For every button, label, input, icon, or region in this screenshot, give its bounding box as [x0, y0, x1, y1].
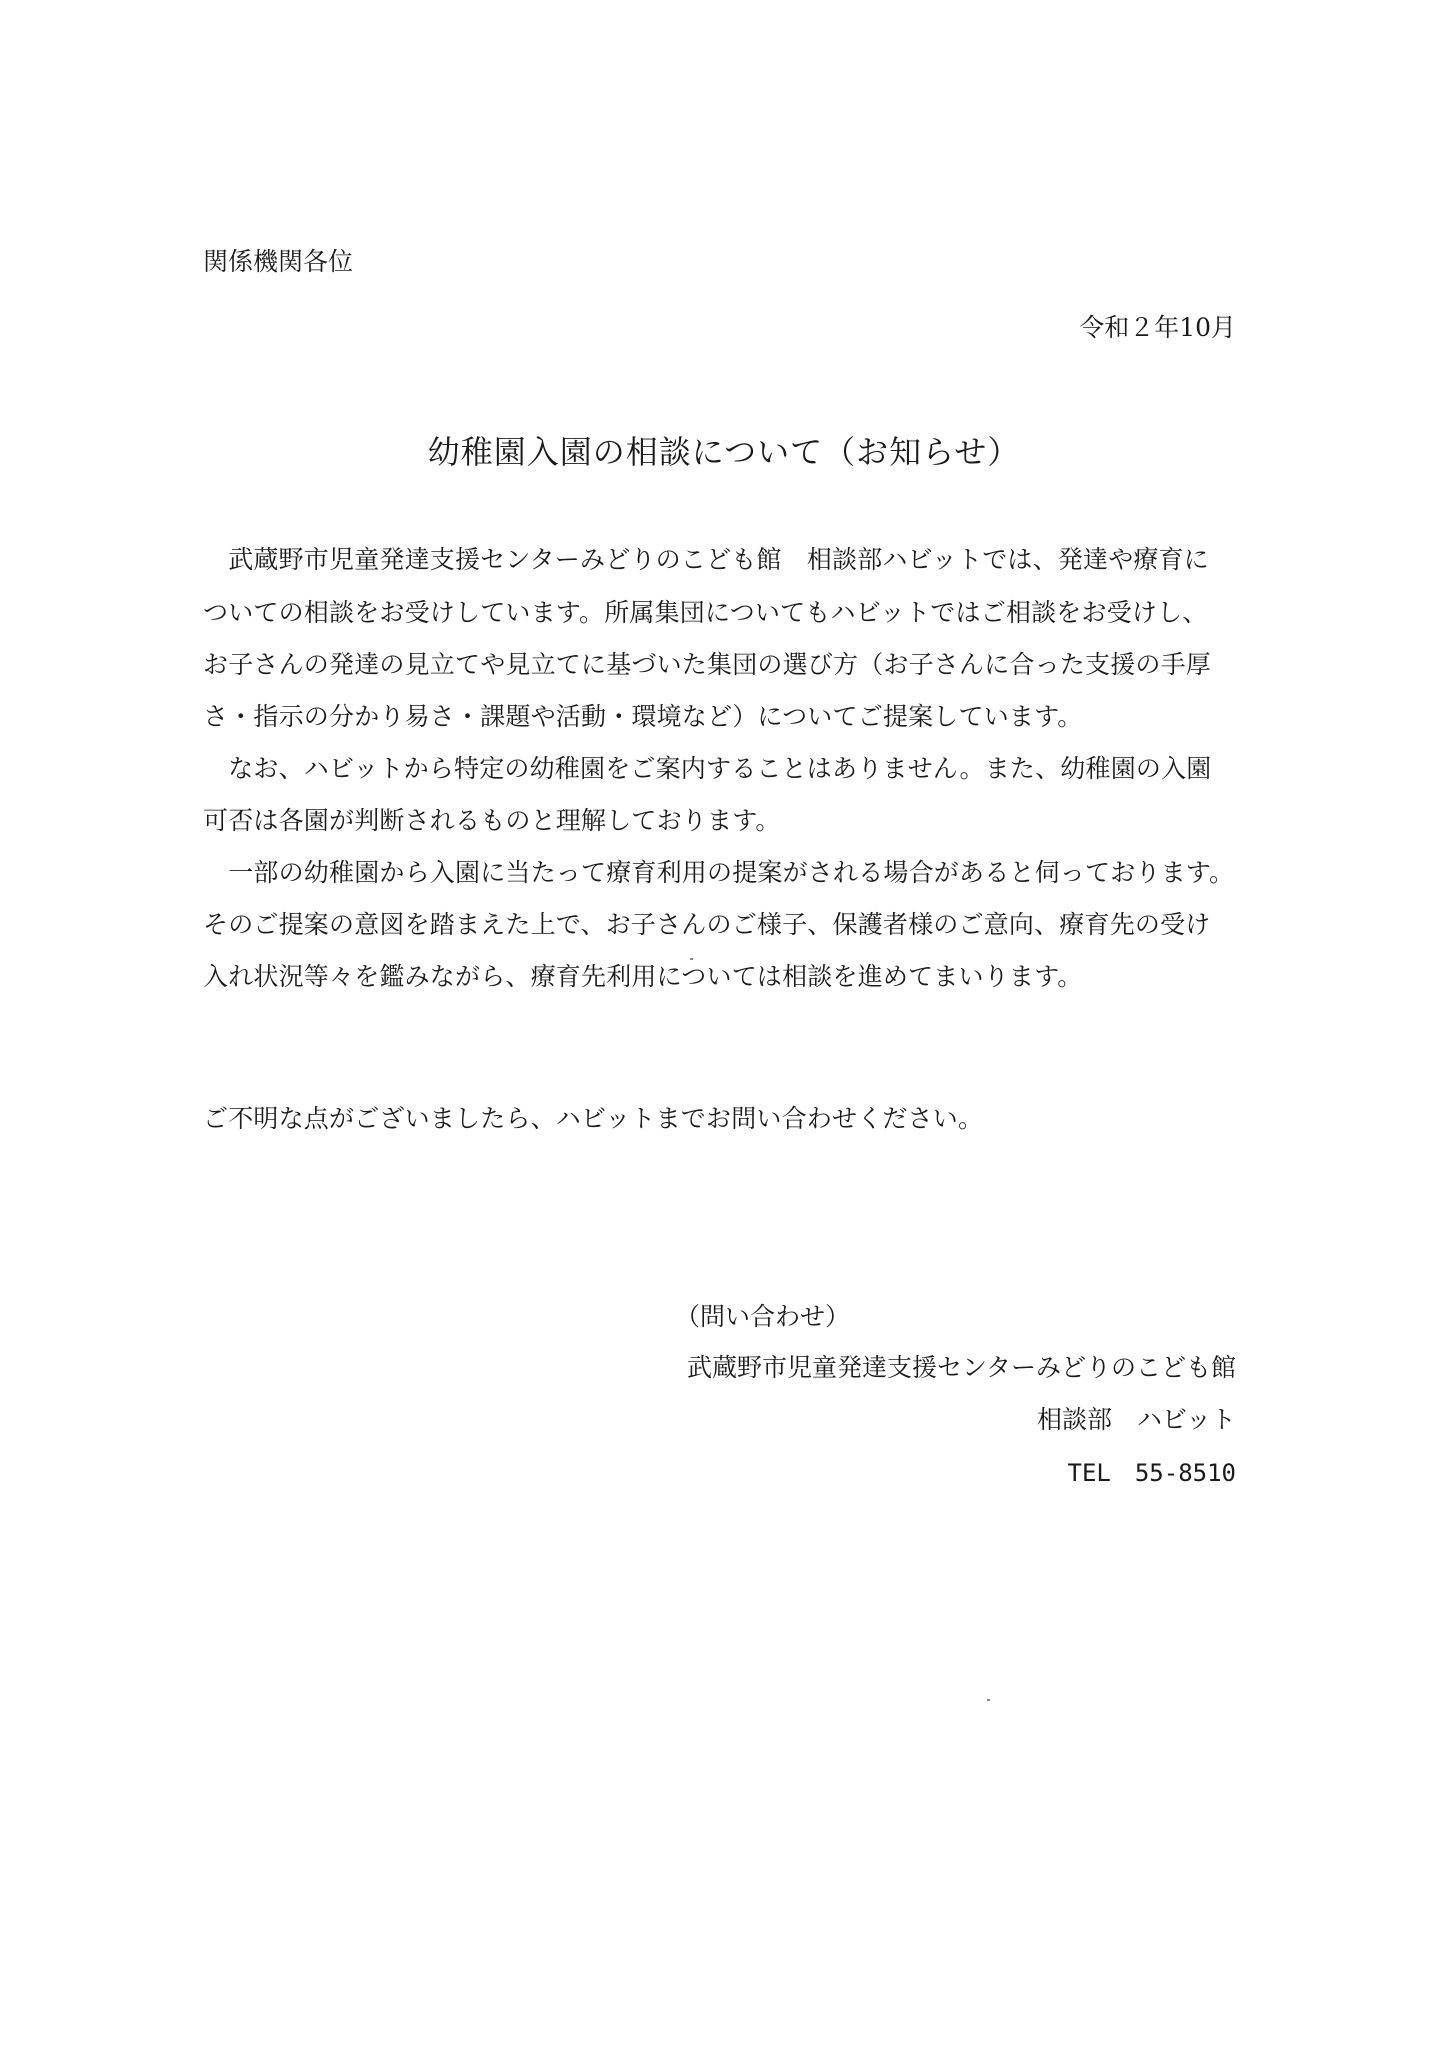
body-line: なお、ハビットから特定の幼稚園をご案内することはありません。また、幼稚園の入園 [203, 754, 1212, 783]
body-line: さ・指示の分かり易さ・課題や活動・環境など）についてご提案しています。 [203, 702, 1083, 731]
body-line: 一部の幼稚園から入園に当たって療育利用の提案がされる場合があると伺っております。 [203, 858, 1235, 887]
closing-note: ご不明な点がございましたら、ハビットまでお問い合わせください。 [203, 1104, 984, 1133]
body-line: 可否は各園が判断されるものと理解しております。 [203, 806, 781, 835]
inquiry-organization: 武蔵野市児童発達支援センターみどりのこども館 [686, 1353, 1236, 1382]
letter-title: 幼稚園入園の相談について（お知らせ） [427, 433, 1021, 471]
body-line: ついての相談をお受けしています。所属集団についてもハビットではご相談をお受けし、 [203, 598, 1208, 627]
body-line: 入れ状況等々を鑑みながら、療育先利用については相談を進めてまいります。 [203, 962, 1083, 991]
inquiry-phone: TEL 55-8510 [1067, 1459, 1236, 1487]
body-line: 武蔵野市児童発達支援センターみどりのこども館 相談部ハビットでは、発達や療育に [203, 545, 1210, 574]
inquiry-label: （問い合わせ） [675, 1302, 851, 1331]
body-line: お子さんの発達の見立てや見立てに基づいた集団の選び方（お子さんに合った支援の手厚 [203, 650, 1212, 679]
addressee: 関係機関各位 [203, 247, 354, 276]
inquiry-department: 相談部 ハビット [1036, 1405, 1236, 1434]
body-line: そのご提案の意図を踏まえた上で、お子さんのご様子、保護者様のご意向、療育先の受け [203, 910, 1211, 939]
issue-date: 令和２年10月 [1079, 313, 1236, 342]
scan-speck [690, 958, 693, 960]
scan-speck [987, 1699, 990, 1701]
